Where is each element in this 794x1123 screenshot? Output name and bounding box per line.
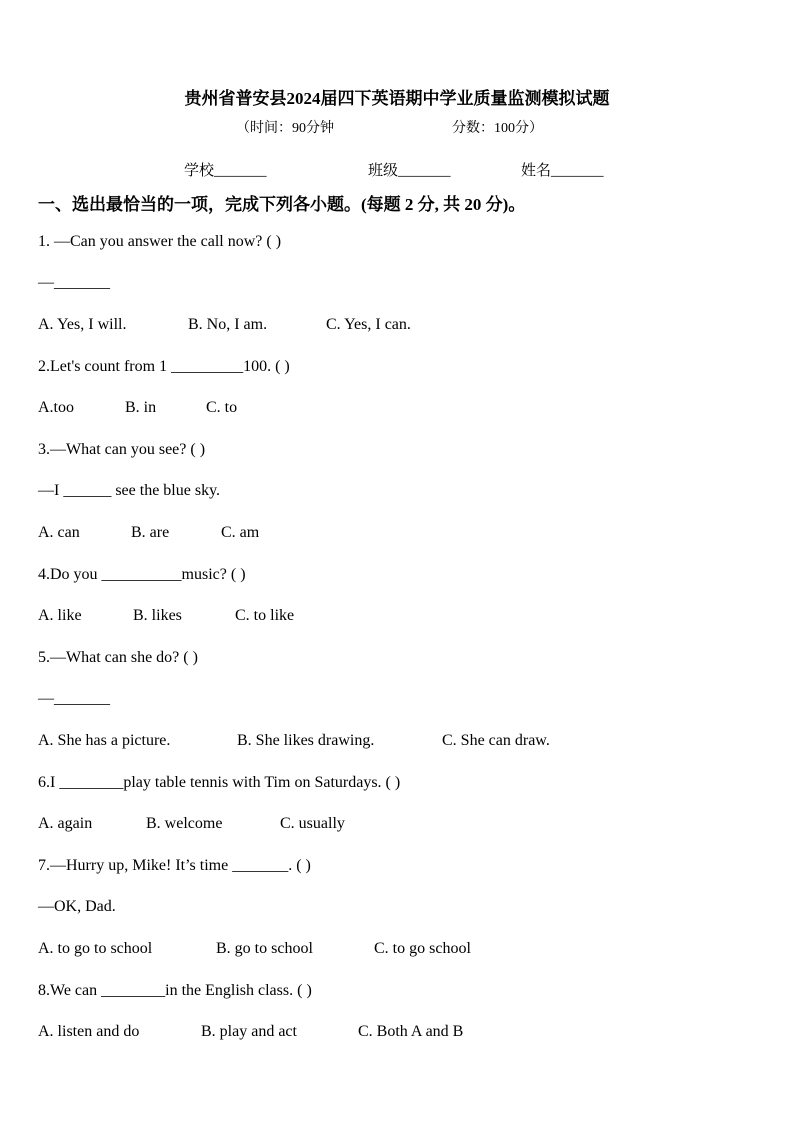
option-a: A. Yes, I will. (38, 316, 127, 333)
class-field: 班级_______ (368, 163, 451, 179)
option-c: C. to like (235, 607, 295, 624)
option-b: B. No, I am. (188, 316, 268, 333)
name-field: 姓名_______ (521, 163, 604, 179)
option-c: C. to (206, 399, 238, 416)
option-c: C. am (221, 524, 260, 541)
question-reply: —_______ (38, 274, 110, 291)
question-stem: 8.We can ________in the English class. ( ) (38, 982, 312, 999)
option-a: A. can (38, 524, 80, 541)
option-c: C. She can draw. (442, 732, 550, 749)
option-a: A.too (38, 399, 74, 416)
question-reply: —I ______ see the blue sky. (38, 482, 221, 499)
option-b: B. go to school (216, 940, 313, 957)
option-c: C. Yes, I can. (326, 316, 411, 333)
school-field: 学校_______ (184, 163, 267, 179)
page-title: 贵州省普安县2024届四下英语期中学业质量监测模拟试题 (184, 89, 610, 108)
option-c: C. usually (280, 815, 345, 832)
option-a: A. like (38, 607, 82, 624)
question-stem: 1. —Can you answer the call now? ( ) (38, 233, 282, 250)
option-c: C. Both A and B (358, 1023, 464, 1040)
question-reply: —_______ (38, 690, 110, 707)
question-stem: 3.—What can you see? ( ) (38, 441, 206, 458)
option-a: A. to go to school (38, 940, 153, 957)
option-a: A. She has a picture. (38, 732, 171, 749)
option-b: B. play and act (201, 1023, 297, 1040)
option-a: A. listen and do (38, 1023, 140, 1040)
option-b: B. in (125, 399, 157, 416)
question-stem: 7.—Hurry up, Mike! It’s time _______. ( ) (38, 857, 311, 874)
exam-time: （时间：90分钟 (236, 121, 334, 136)
exam-score: 分数：100分） (452, 121, 543, 136)
option-c: C. to go school (374, 940, 471, 957)
option-b: B. She likes drawing. (237, 732, 375, 749)
option-b: B. are (131, 524, 170, 541)
section-heading: 一、选出最恰当的一项，完成下列各小题。(每题 2 分, 共 20 分)。 (38, 195, 526, 214)
option-b: B. welcome (146, 815, 223, 832)
option-b: B. likes (133, 607, 182, 624)
question-stem: 6.I ________play table tennis with Tim on Saturdays. ( ) (38, 774, 401, 791)
option-a: A. again (38, 815, 93, 832)
question-stem: 5.—What can she do? ( ) (38, 649, 198, 666)
question-stem: 4.Do you __________music? ( ) (38, 566, 246, 583)
question-reply: —OK, Dad. (38, 898, 116, 915)
question-stem: 2.Let's count from 1 _________100. ( ) (38, 358, 290, 375)
